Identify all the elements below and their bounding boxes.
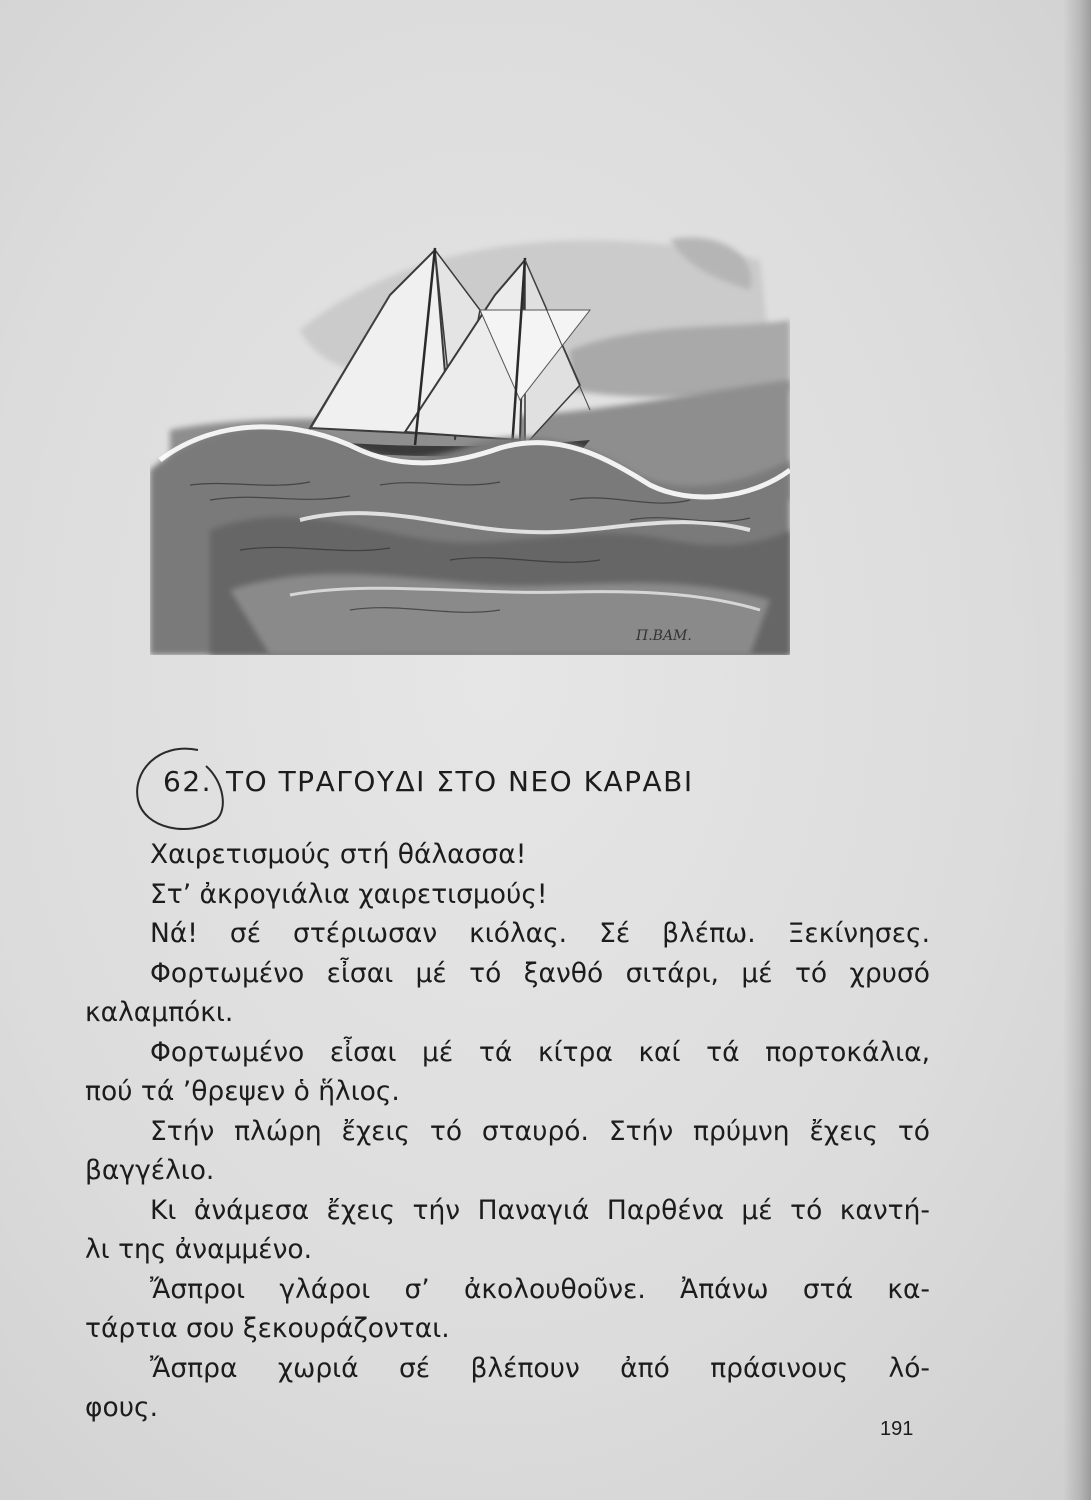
text-line: λι της ἀναμμένο. <box>85 1234 313 1265</box>
text-line: πού τά ’θρεψεν ὁ ἥλιος. <box>85 1076 400 1107</box>
text-line: Χαιρετισμούς στή θάλασσα! <box>150 839 527 870</box>
text-line: Φορτωμένο εἶσαι μέ τά κίτρα καί τά πορτοκάλια, <box>150 1036 930 1068</box>
page-edge-shadow <box>1063 0 1091 1500</box>
chapter-number: 62. <box>163 765 213 798</box>
text-line: Κι ἀνάμεσα ἔχεις τήν Παναγιά Παρθένα μέ τό καντή- <box>150 1194 930 1226</box>
text-line: καλαμπόκι. <box>85 997 234 1028</box>
text-line: Ἄσπρα χωριά σέ βλέπουν ἀπό πράσινους λό- <box>150 1352 930 1384</box>
text-line: βαγγέλιο. <box>85 1155 215 1186</box>
sailing-ship-illustration <box>150 200 790 655</box>
chapter-heading <box>163 765 803 798</box>
text-line: φους. <box>85 1392 159 1423</box>
text-line: Στ’ ἀκρογιάλια χαιρετισμούς! <box>150 878 548 910</box>
body-text <box>85 835 930 1428</box>
text-line: Στήν πλώρη ἔχεις τό σταυρό. Στήν πρύμνη ἔχεις τό <box>150 1115 930 1147</box>
illustrator-signature <box>632 620 712 650</box>
text-line: τάρτια σου ξεκουράζονται. <box>85 1313 450 1344</box>
text-line: Ἄσπροι γλάροι σ’ ἀκολουθοῦνε. Ἀπάνω στά κα- <box>150 1273 930 1305</box>
page-number: 191 <box>880 1418 914 1440</box>
text-line: Φορτωμένο εἶσαι μέ τό ξανθό σιτάρι, μέ τό χρυσό <box>150 957 930 989</box>
text-line: Νά! σέ στέριωσαν κιόλας. Σέ βλέπω. Ξεκίνησες. <box>150 918 930 949</box>
svg-text:Π.ΒΑΜ.: Π.ΒΑΜ. <box>636 628 692 644</box>
chapter-title: ΤΟ ΤΡΑΓΟΥΔΙ ΣΤΟ ΝΕΟ ΚΑΡΑΒΙ <box>226 765 694 798</box>
